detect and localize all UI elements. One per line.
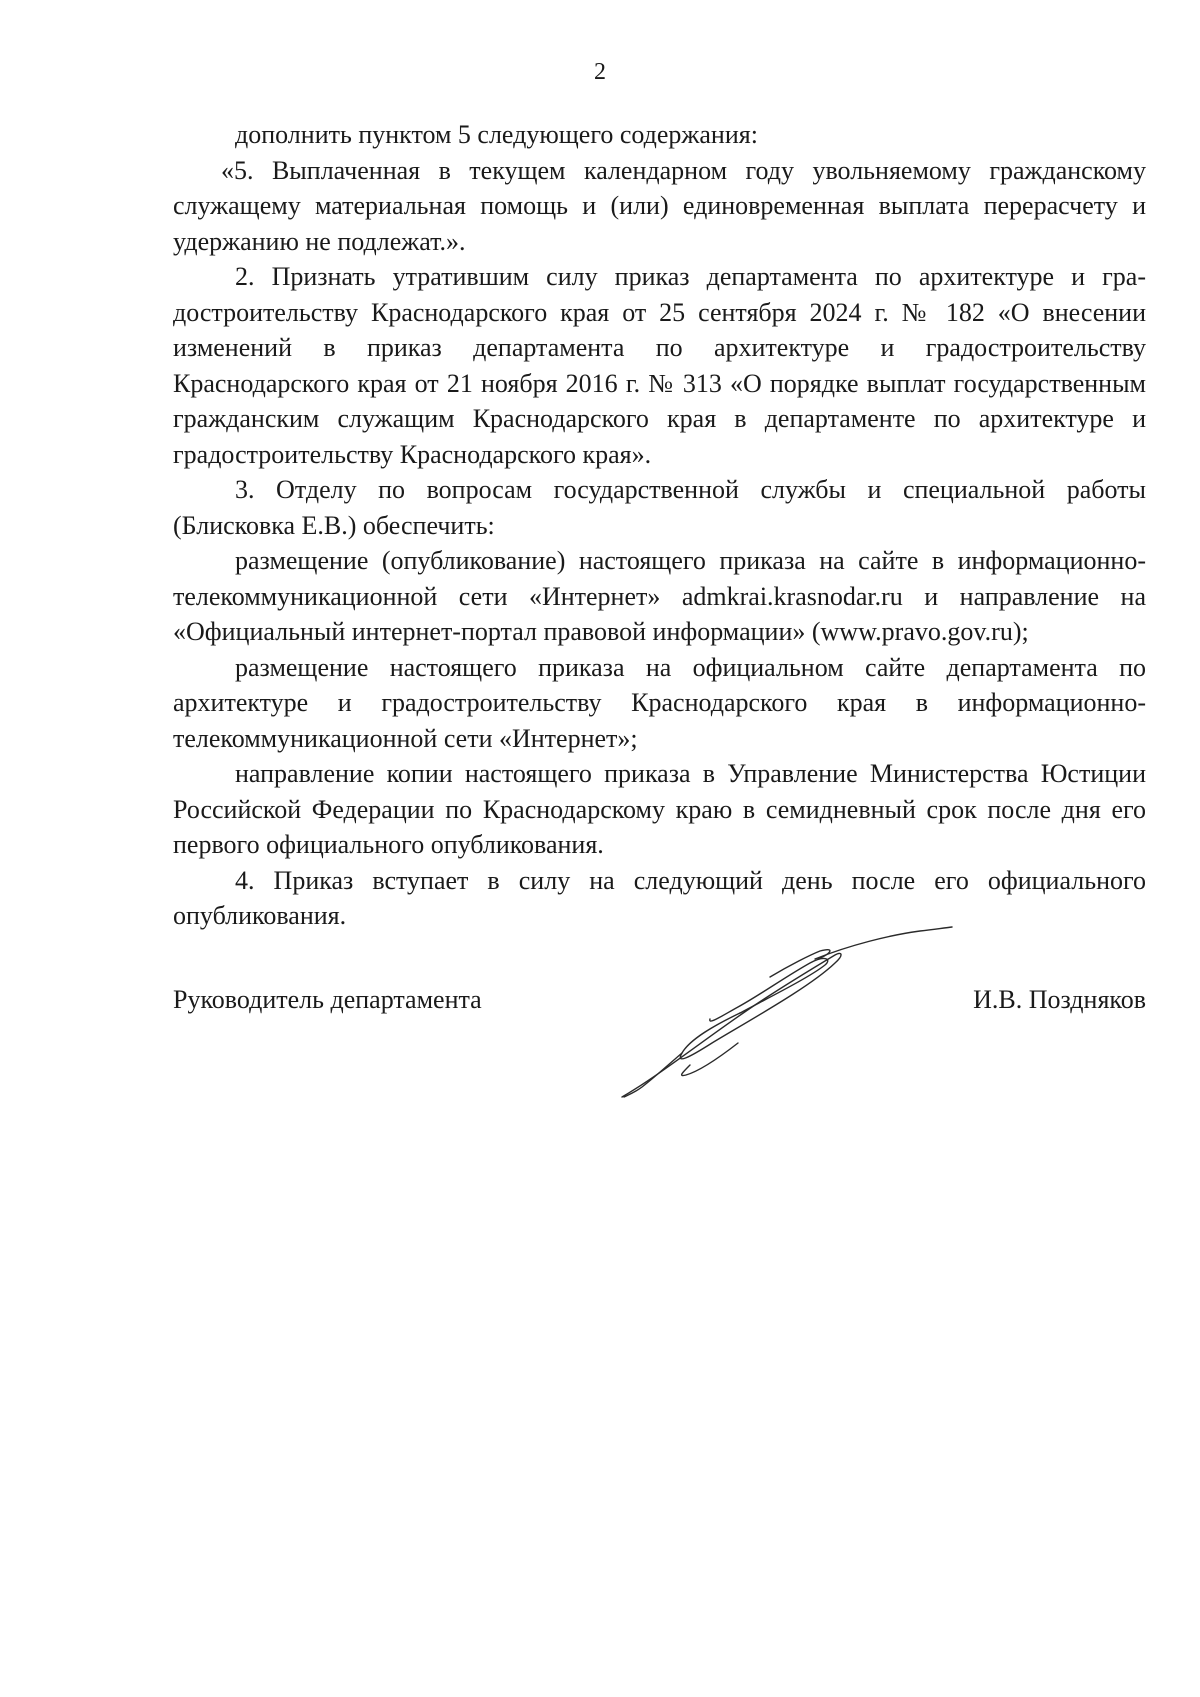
paragraph-clause-4: 4. Приказ вступает в силу на следующий день после его официального опубликования.	[173, 865, 1146, 930]
document-body	[173, 117, 1146, 934]
handwritten-signature	[620, 925, 980, 1100]
paragraph-intro: дополнить пунктом 5 следующего содержания:	[235, 120, 758, 149]
paragraph-clause-3: 3. Отделу по вопросам государственной службы и специальной работы (Блисковка Е.В.) обеспечить:	[173, 475, 1146, 540]
signature-stroke-loop	[710, 959, 828, 1022]
signature-stroke-lower-loop	[682, 1043, 738, 1076]
signature-stroke-main	[622, 953, 841, 1097]
paragraph-copy-ministry: направление копии настоящего приказа в Управление Министерства Юстиции Российской Федерации по Краснодарскому краю в семидневный срок после дня его первого официального опубликования.	[173, 759, 1146, 859]
paragraph-item-5: «5. Выплаченная в текущем календарном году увольняемому гражданскому служащему материальная помощь и (или) единовременная выплата перерасчету и удержанию не подлежат.».	[173, 155, 1146, 256]
signatory-name: И.В. Поздняков	[973, 985, 1146, 1014]
page-number: 2	[594, 59, 606, 85]
paragraph-publication-internet: размещение (опубликование) настоящего приказа на сайте в информационно-телекоммуникационной сети «Интернет» admkrai.krasnodar.ru и направление на «Официальный интернет-портал правовой информации» (www.pravo.gov.ru);	[173, 546, 1146, 646]
paragraph-clause-2: 2. Признать утратившим силу приказ департамента по архитектуре и градостроительству Краснодарского края от 25 сентября 2024 г. № 182 «О внесении изменений в приказ департамента по архитектуре и градостроительству Краснодарского края от 21 ноября 2016 г. № 313 «О порядке выплат государственным гражданским служащим Краснодарского края в департаменте по архитектуре и градостроительству Краснодарского края».	[173, 262, 1146, 469]
paragraph-publication-site: размещение настоящего приказа на официальном сайте департамента по архитектуре и градостроительству Краснодарского края в информационно-телекоммуникационной сети «Интернет»;	[173, 652, 1146, 753]
signatory-title: Руководитель департамента	[173, 985, 482, 1014]
